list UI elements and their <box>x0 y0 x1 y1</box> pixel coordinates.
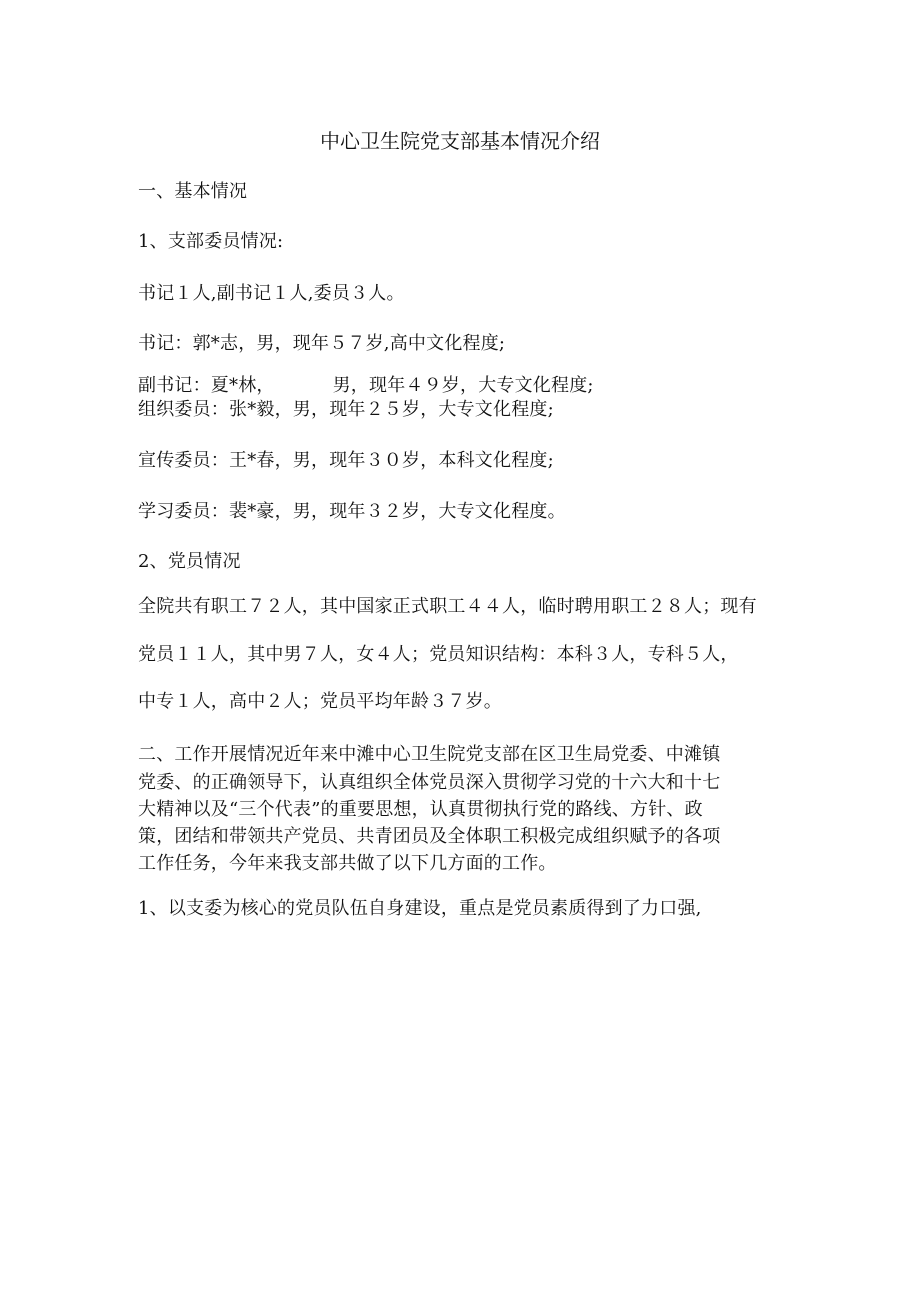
section-heading-basic: 一、基本情况 <box>138 181 248 202</box>
subheading-members: 2、党员情况 <box>138 551 241 572</box>
secretary-info: 书记：郭*志，男，现年５７岁,高中文化程度; <box>138 333 506 354</box>
members-paragraph-line-2: 党员１１人，其中男７人，女４人；党员知识结构：本科３人，专科５人， <box>138 644 739 665</box>
study-member-info: 学习委员：裴*豪，男，现年３２岁，大专文化程度。 <box>138 501 566 522</box>
committee-summary: 书记１人,副书记１人,委员３人。 <box>138 283 405 304</box>
work-paragraph-line-1: 二、工作开展情况近年来中滩中心卫生院党支部在区卫生局党委、中滩镇 <box>138 744 721 765</box>
deputy-secretary-name: 副书记：夏*林， <box>138 375 275 396</box>
deputy-secretary-details: 男，现年４９岁，大专文化程度; <box>332 375 594 396</box>
work-paragraph-line-2: 党委、的正确领导下，认真组织全体党员深入贯彻学习党的十六大和十七 <box>138 772 721 793</box>
document-title: 中心卫生院党支部基本情况介绍 <box>320 129 600 153</box>
members-paragraph-line-3: 中专１人，高中２人；党员平均年龄３７岁。 <box>138 691 502 712</box>
subheading-committee: 1、支部委员情况: <box>138 231 284 252</box>
members-paragraph-line-1: 全院共有职工７２人，其中国家正式职工４４人，临时聘用职工２８人；现有 <box>138 596 757 617</box>
propaganda-member-info: 宣传委员：王*春，男，现年３０岁，本科文化程度; <box>138 450 554 471</box>
work-paragraph-line-5: 工作任务，今年来我支部共做了以下几方面的工作。 <box>138 853 557 874</box>
deputy-secretary-info <box>138 374 594 398</box>
organization-member-info: 组织委员：张*毅，男，现年２５岁，大专文化程度; <box>138 399 554 420</box>
work-item-1: 1、以支委为核心的党员队伍自身建设，重点是党员素质得到了力口强, <box>138 898 702 919</box>
work-paragraph-line-4: 策，团结和带领共产党员、共青团员及全体职工积极完成组织赋予的各项 <box>138 826 721 847</box>
work-paragraph-line-3: 大精神以及“三个代表”的重要思想，认真贯彻执行党的路线、方针、政 <box>138 799 703 820</box>
